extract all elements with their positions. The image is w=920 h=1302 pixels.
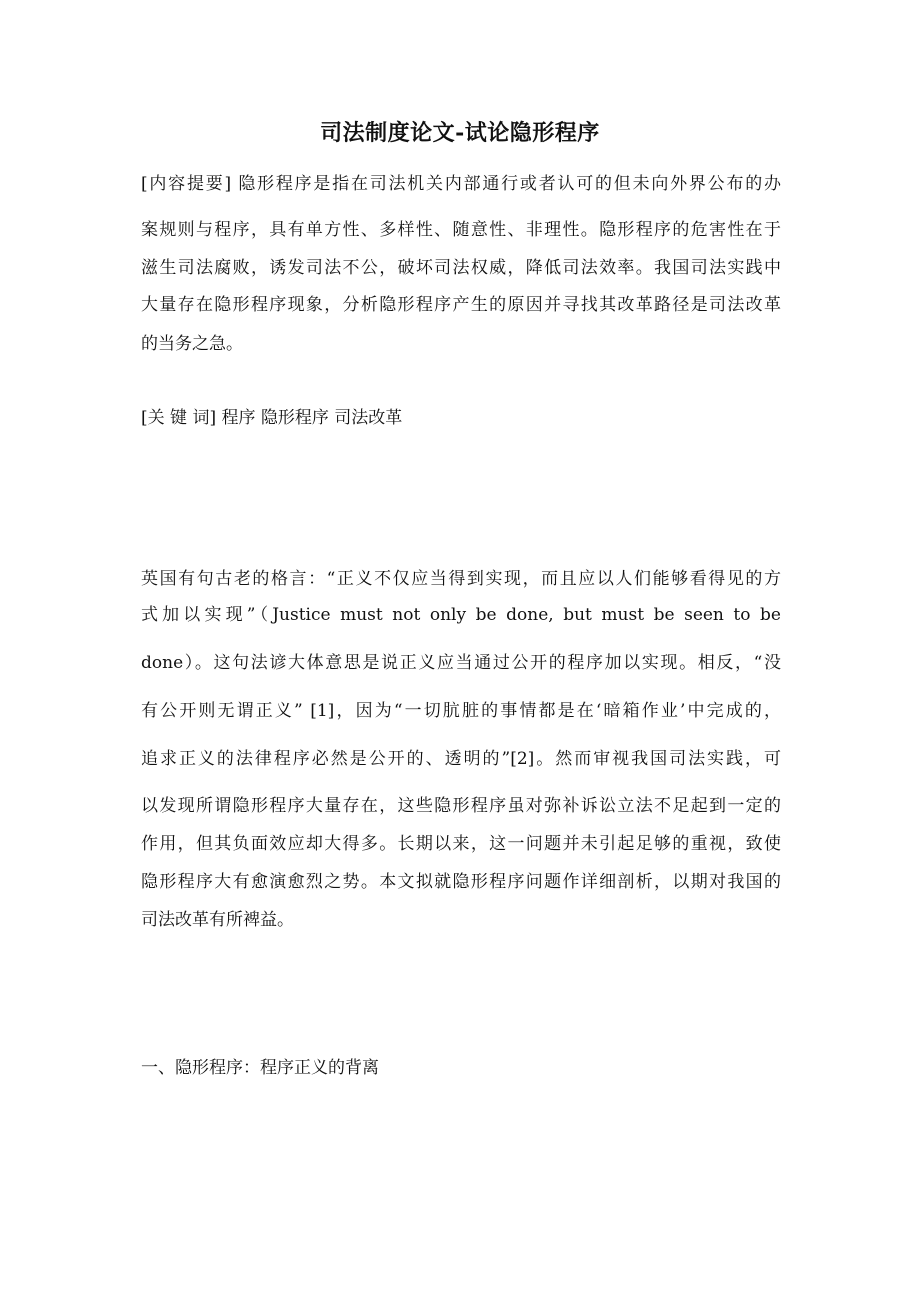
intro-line: 式加以实现”（Justice must not only be done, but must be seen to be — [141, 605, 781, 625]
keywords-line: [关 键 词] 程序 隐形程序 司法改革 — [141, 408, 403, 428]
intro-line: 隐形程序大有愈演愈烈之势。本文拟就隐形程序问题作详细剖析，以期对我国的 — [141, 872, 781, 892]
section-heading: 一、隐形程序：程序正义的背离 — [141, 1058, 379, 1078]
abstract-line: 案规则与程序，具有单方性、多样性、随意性、非理性。隐形程序的危害性在于 — [141, 220, 781, 240]
intro-line: 作用，但其负面效应却大得多。长期以来，这一问题并未引起足够的重视，致使 — [141, 834, 781, 854]
intro-line: done）。这句法谚大体意思是说正义应当通过公开的程序加以实现。相反，“没 — [141, 653, 781, 673]
document-title: 司法制度论文-试论隐形程序 — [320, 120, 600, 146]
intro-line: 英国有句古老的格言：“正义不仅应当得到实现，而且应以人们能够看得见的方 — [141, 569, 781, 589]
intro-line: 以发现所谓隐形程序大量存在，这些隐形程序虽对弥补诉讼立法不足起到一定的 — [141, 796, 781, 816]
abstract-line: 的当务之急。 — [141, 334, 243, 354]
intro-line: 司法改革有所裨益。 — [141, 910, 294, 930]
intro-line: 追求正义的法律程序必然是公开的、透明的”[2]。然而审视我国司法实践，可 — [141, 749, 781, 769]
abstract-line: 滋生司法腐败，诱发司法不公，破坏司法权威，降低司法效率。我国司法实践中 — [141, 258, 781, 278]
intro-line: 有公开则无谓正义” [1]，因为“一切肮脏的事情都是在‘暗箱作业’中完成的， — [141, 701, 781, 721]
abstract-line: [内容提要] 隐形程序是指在司法机关内部通行或者认可的但未向外界公布的办 — [141, 174, 781, 194]
abstract-line: 大量存在隐形程序现象，分析隐形程序产生的原因并寻找其改革路径是司法改革 — [141, 295, 781, 315]
